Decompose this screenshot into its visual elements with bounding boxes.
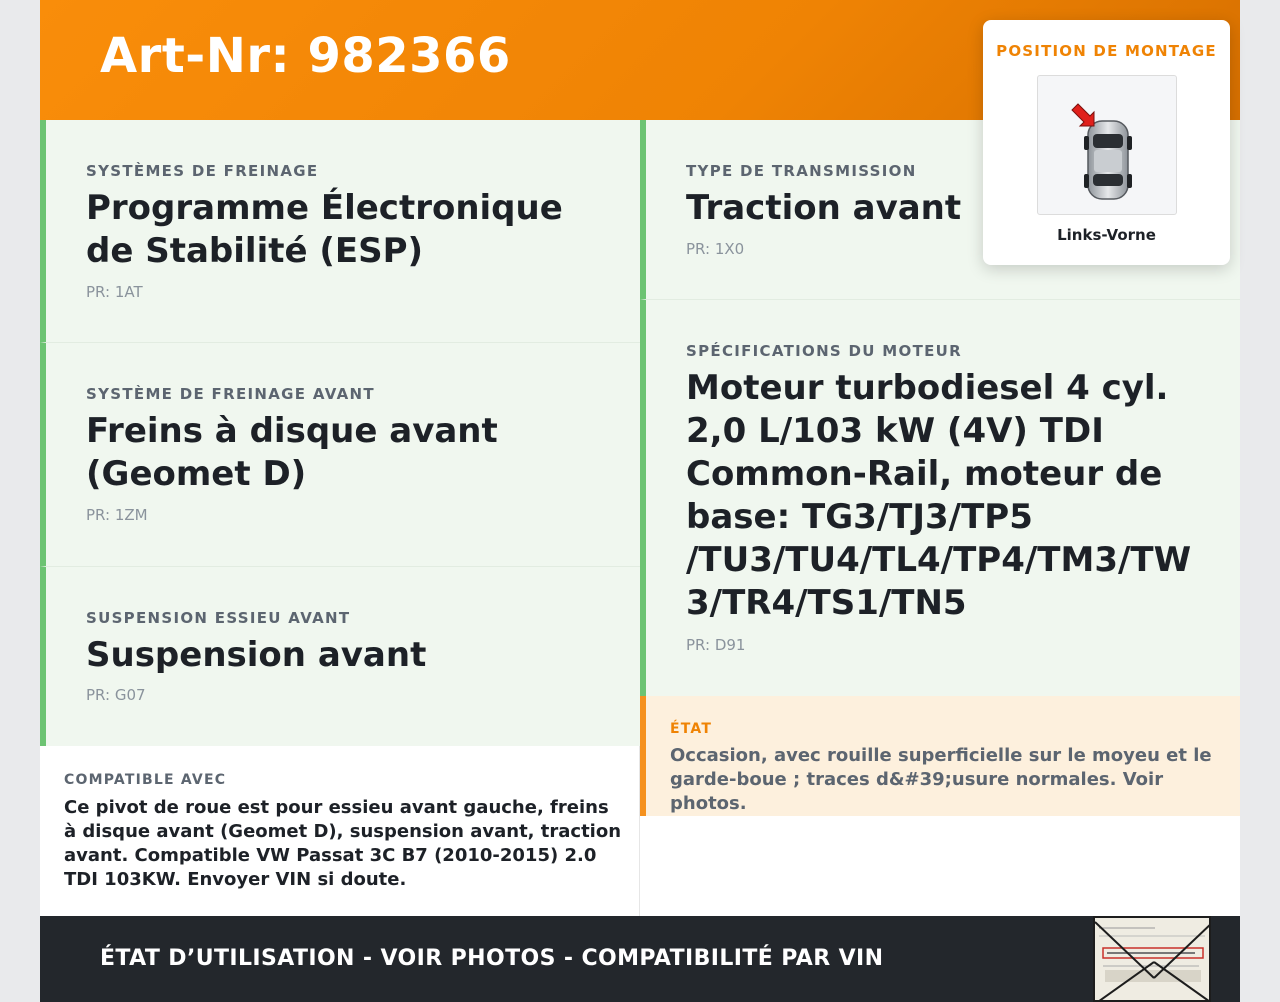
vehicle-document-thumbnail: [1093, 916, 1211, 1002]
spec-pr-code: PR: 1AT: [86, 283, 143, 301]
spec-cell-front-suspension: [40, 567, 640, 746]
compatibility-text: Ce pivot de roue est pour essieu avant gauche, freins à disque avant (Geomet D), suspension avant, traction avant. Compatible VW Passat 3C B7 (2010-2015) 2.0 TDI 103KW. Envoyer VIN si doute.: [64, 797, 622, 890]
spec-value: Moteur turbodiesel 4 cyl. 2,0 L/103 kW (4V) TDI Common-Rail, moteur de base: TG3/TJ3/TP5 /TU3/TU4/TL4/TP4/TM3/TW3/TR4/TS1/TN5: [686, 368, 1192, 623]
spec-pr-code: PR: 1ZM: [86, 506, 148, 524]
car-top-view-icon: [1038, 76, 1178, 216]
spec-value: Suspension avant: [86, 635, 427, 675]
condition-label: ÉTAT: [670, 721, 713, 737]
condition-text: Occasion, avec rouille superficielle sur le moyeu et le garde-boue ; traces d&#39;usure normales. Voir photos.: [670, 745, 1212, 814]
spec-label: SUSPENSION ESSIEU AVANT: [86, 609, 351, 627]
spec-cell-engine: [640, 300, 1240, 696]
mount-position-image: [1037, 75, 1177, 215]
footer-bar: [40, 916, 1240, 1002]
spec-pr-code: PR: G07: [86, 686, 146, 704]
condition-box: [640, 696, 1240, 816]
spec-label: TYPE DE TRANSMISSION: [686, 162, 917, 180]
product-sheet: [40, 0, 1240, 1002]
spec-label: SYSTÈME DE FREINAGE AVANT: [86, 385, 375, 403]
compatibility-box: [40, 746, 640, 916]
mount-position-caption: Links-Vorne: [1057, 226, 1156, 244]
spec-pr-code: PR: D91: [686, 636, 746, 654]
spec-label: SPÉCIFICATIONS DU MOTEUR: [686, 342, 962, 360]
spec-value: Traction avant: [686, 188, 962, 228]
mount-position-title: POSITION DE MONTAGE: [996, 42, 1217, 60]
compatibility-label: COMPATIBLE AVEC: [64, 772, 227, 788]
spec-value: Programme Électronique de Stabilité (ESP): [86, 188, 563, 271]
spec-cell-front-braking: [40, 343, 640, 567]
mount-position-card: [983, 20, 1230, 265]
document-envelope-icon: [1095, 918, 1211, 1002]
spec-value: Freins à disque avant (Geomet D): [86, 411, 498, 494]
article-number: Art-Nr: 982366: [100, 28, 511, 84]
spec-cell-braking-systems: [40, 120, 640, 343]
footer-text: ÉTAT D’UTILISATION - VOIR PHOTOS - COMPATIBILITÉ PAR VIN: [100, 946, 884, 971]
spec-pr-code: PR: 1X0: [686, 240, 745, 258]
spec-label: SYSTÈMES DE FREINAGE: [86, 162, 319, 180]
